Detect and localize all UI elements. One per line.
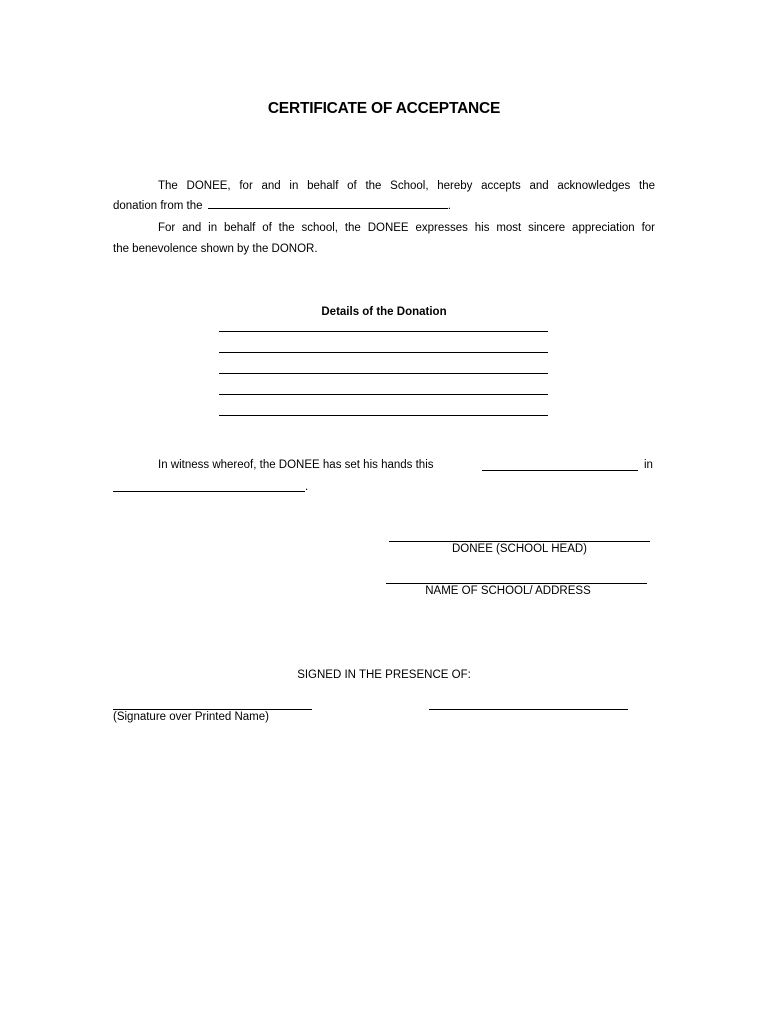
donee-signature-caption: DONEE (SCHOOL HEAD) <box>451 543 588 555</box>
witness-period: . <box>305 481 309 493</box>
witness-in-word: in <box>644 459 653 471</box>
detail-line[interactable] <box>219 415 548 416</box>
detail-line[interactable] <box>219 394 548 395</box>
witness1-signature-caption: (Signature over Printed Name) <box>113 711 269 723</box>
detail-line[interactable] <box>219 352 548 353</box>
donation-from-label: donation from the <box>113 200 203 212</box>
paragraph-text: The DONEE, for and in behalf of the School, hereby accepts and acknowledges the <box>158 180 655 192</box>
donation-from-period: . <box>447 200 451 212</box>
paragraph-donee-accepts <box>113 176 655 197</box>
school-address-line[interactable] <box>386 583 647 584</box>
donee-signature-line[interactable] <box>389 541 650 542</box>
detail-line[interactable] <box>219 373 548 374</box>
witness-clause-text: In witness whereof, the DONEE has set his hands this <box>158 459 434 471</box>
witness2-signature-line[interactable] <box>429 709 628 710</box>
paragraph-text: For and in behalf of the school, the DONEE expresses his most sincere appreciation for <box>158 222 655 234</box>
donation-from-line <box>113 198 451 212</box>
detail-line[interactable] <box>219 331 548 332</box>
school-address-caption: NAME OF SCHOOL/ ADDRESS <box>425 585 591 597</box>
paragraph-appreciation-line2: the benevolence shown by the DONOR. <box>113 243 318 255</box>
witness1-signature-line[interactable] <box>113 709 312 710</box>
place-blank[interactable] <box>113 491 305 492</box>
date-blank[interactable] <box>482 470 638 471</box>
presence-heading: SIGNED IN THE PRESENCE OF: <box>297 669 471 681</box>
paragraph-appreciation <box>113 218 655 239</box>
donor-name-blank[interactable] <box>208 198 448 209</box>
details-title: Details of the Donation <box>321 306 447 318</box>
document-title: CERTIFICATE OF ACCEPTANCE <box>267 100 501 117</box>
